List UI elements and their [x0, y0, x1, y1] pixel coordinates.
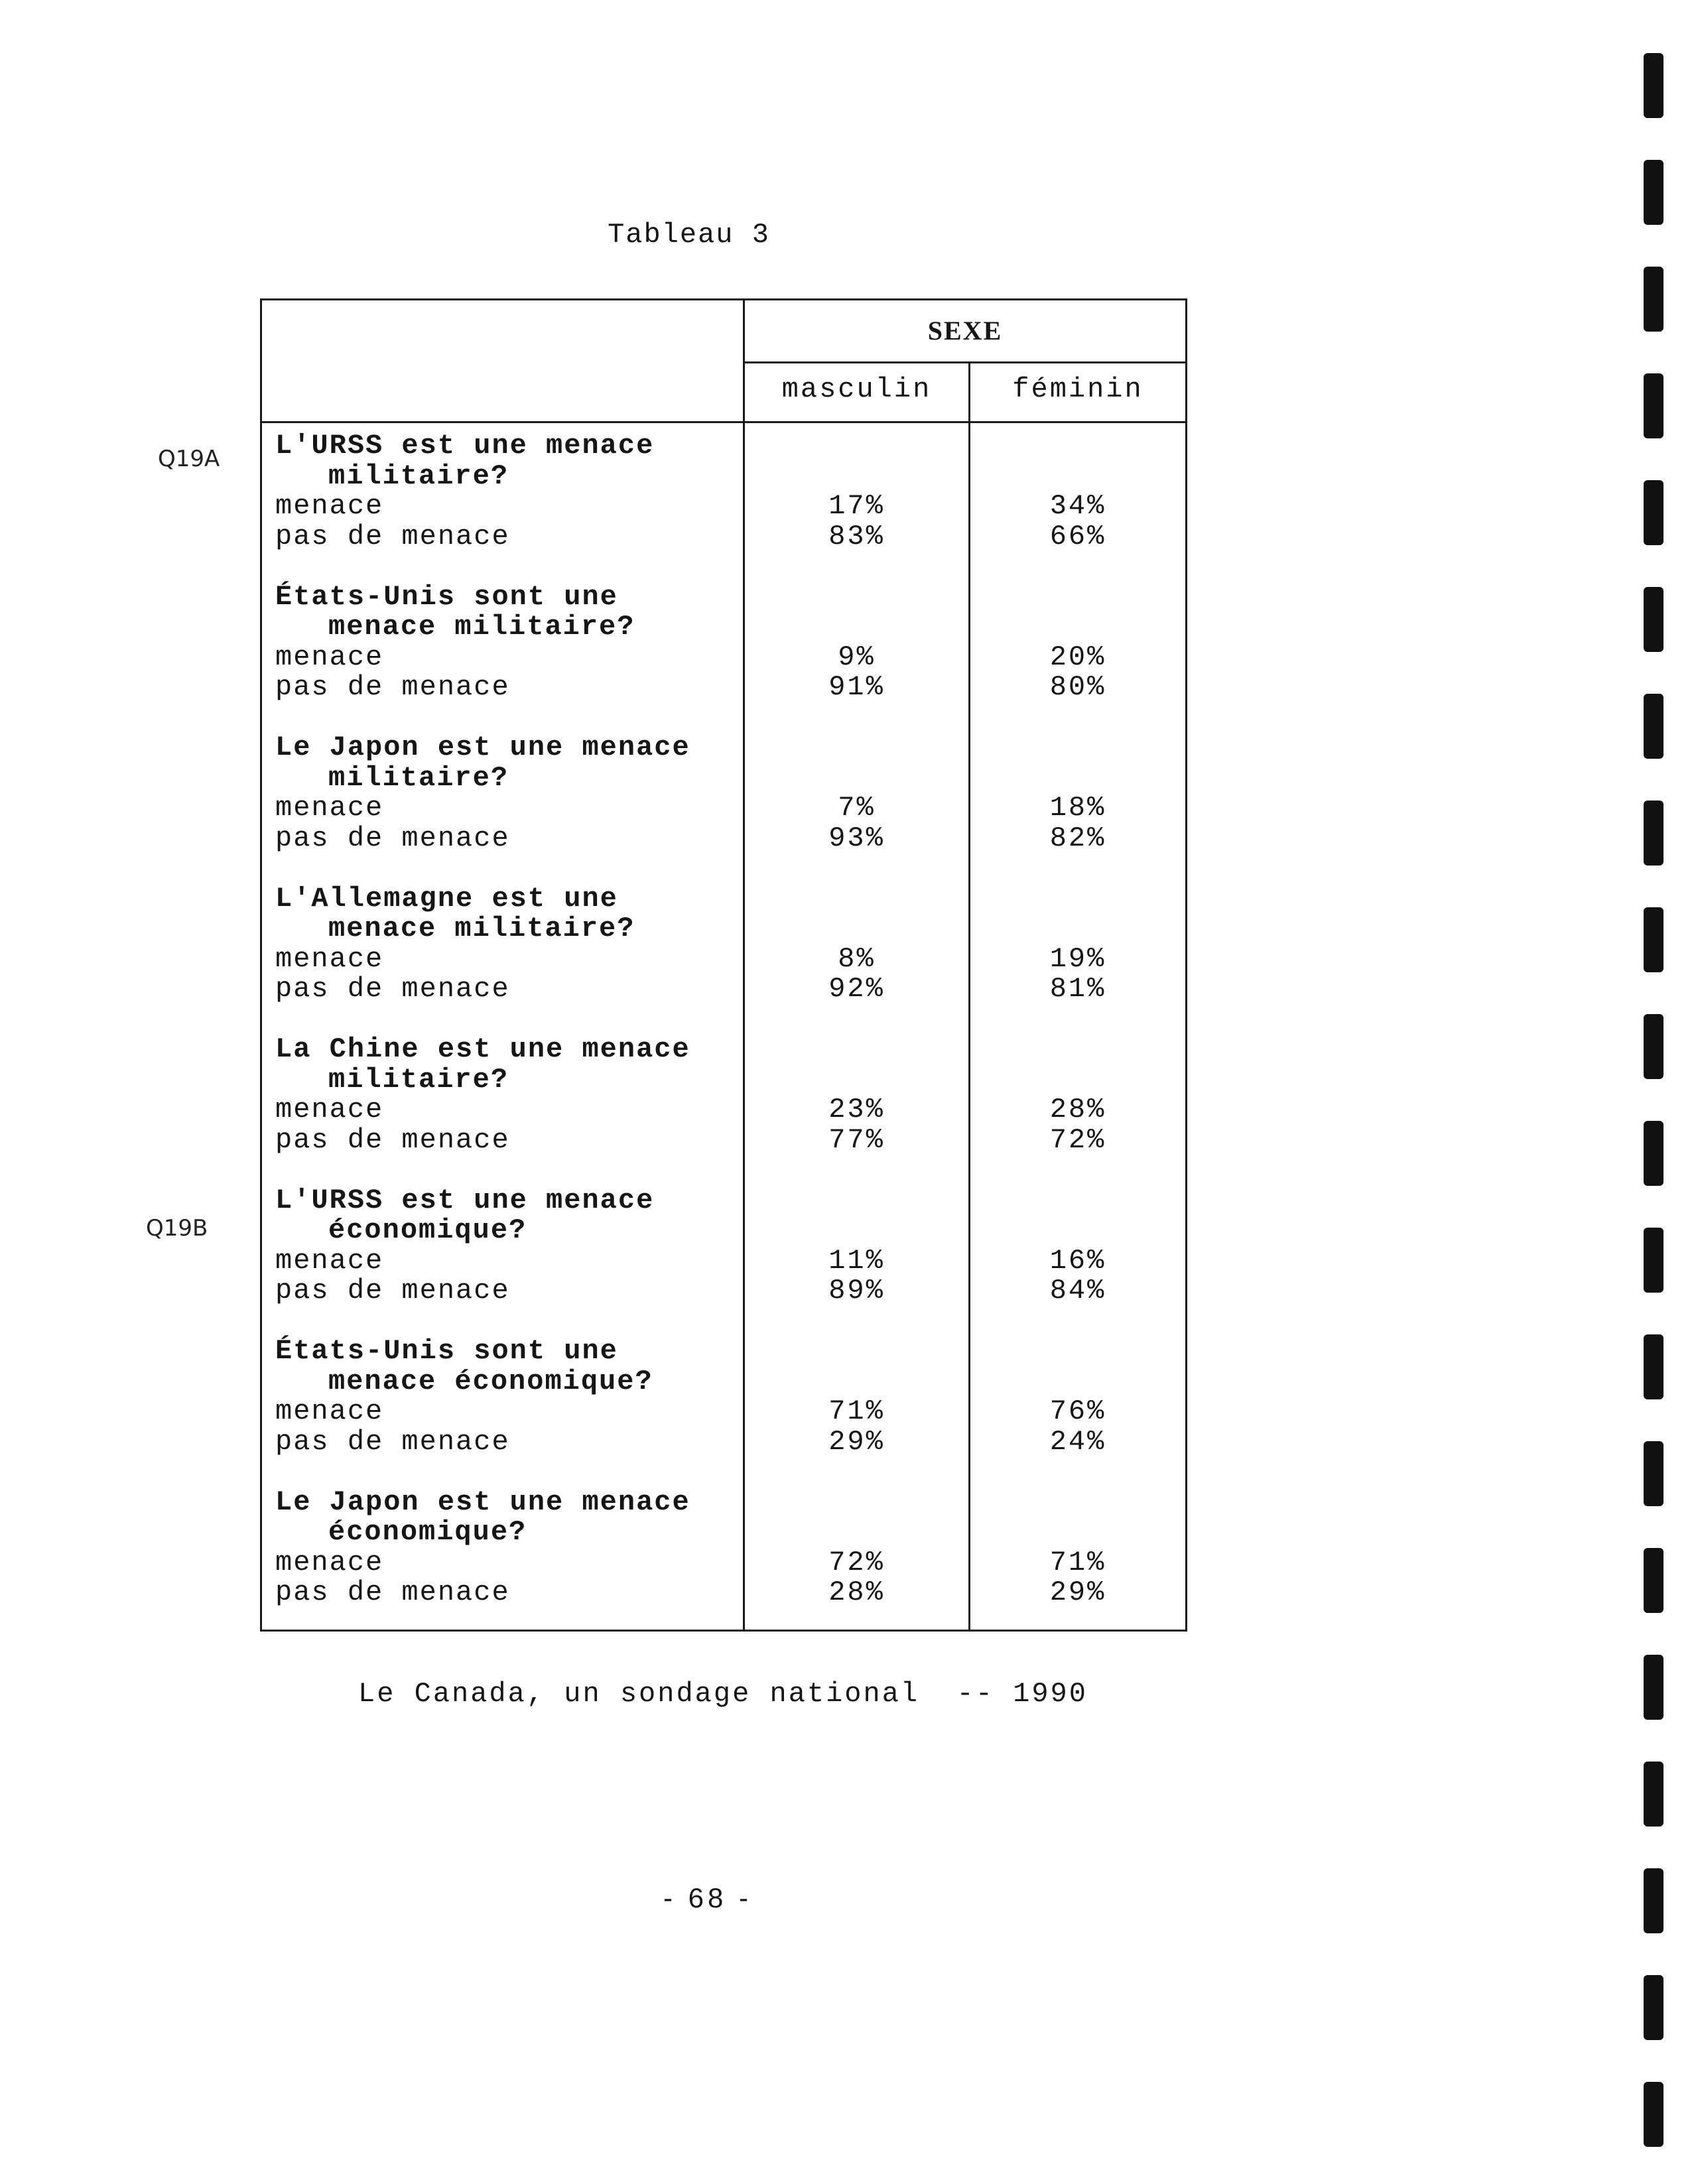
cell-feminin: 29% [1049, 1576, 1106, 1608]
question-line: États-Unis sont une [275, 580, 618, 613]
cell-masculin: 72% [828, 1546, 885, 1578]
cell-feminin: 82% [1049, 822, 1106, 854]
question-code-q19b: Q19B [146, 1215, 208, 1242]
question-line: menace militaire? [328, 913, 635, 944]
table-row [262, 823, 1185, 854]
question-line: Le Japon est une menace [275, 1486, 690, 1518]
question-row [262, 1336, 1185, 1366]
question-line: La Chine est une menace [275, 1033, 690, 1065]
cell-masculin: 77% [828, 1124, 885, 1156]
cell-masculin: 91% [828, 671, 885, 703]
binding-hole [1644, 373, 1663, 438]
binding-hole [1644, 1334, 1663, 1399]
table-row [262, 1577, 1185, 1608]
page-title: Tableau 3 [608, 219, 770, 251]
cell-feminin: 76% [1049, 1395, 1106, 1427]
row-label: pas de menace [275, 1275, 510, 1307]
question-line: Le Japon est une menace [275, 732, 690, 763]
binding-hole [1644, 160, 1663, 225]
cell-feminin: 19% [1049, 942, 1106, 975]
cell-masculin: 11% [828, 1244, 885, 1277]
question-row [262, 1185, 1185, 1216]
row-label: menace [275, 1094, 384, 1125]
question-line: économique? [328, 1214, 527, 1246]
table-row [262, 974, 1185, 1004]
question-row [262, 582, 1185, 612]
row-label: pas de menace [275, 1425, 510, 1458]
binding-hole [1644, 1655, 1663, 1720]
row-label: menace [275, 1395, 384, 1427]
binding-hole [1644, 1975, 1663, 2040]
table-row [262, 1094, 1185, 1125]
question-line: militaire? [328, 1063, 509, 1096]
table-row [262, 1427, 1185, 1457]
question-row [262, 883, 1185, 914]
question-line: L'URSS est une menace [275, 430, 655, 462]
table-row [262, 672, 1185, 702]
binding-hole [1644, 1228, 1663, 1293]
table-row [262, 1396, 1185, 1427]
binding-hole [1644, 907, 1663, 972]
binding-hole [1644, 480, 1663, 545]
binding-hole [1644, 694, 1663, 759]
question-code-q19a: Q19A [158, 446, 220, 472]
header-divider [743, 361, 1185, 363]
row-label: menace [275, 490, 384, 522]
row-label: menace [275, 792, 384, 824]
binding-hole [1644, 1121, 1663, 1186]
page-number: - 68 - [663, 1882, 753, 1913]
cell-feminin: 71% [1049, 1546, 1106, 1578]
question-row [262, 1215, 1185, 1246]
question-row [262, 1034, 1185, 1064]
question-row [262, 430, 1185, 461]
cell-feminin: 28% [1049, 1094, 1106, 1125]
cell-masculin: 29% [828, 1425, 885, 1458]
table-row [262, 944, 1185, 974]
table-row [262, 1125, 1185, 1155]
question-row [262, 913, 1185, 944]
table-row [262, 491, 1185, 521]
binding-hole [1644, 1441, 1663, 1506]
row-label: pas de menace [275, 1576, 510, 1608]
question-row [262, 1517, 1185, 1547]
binding-hole [1644, 587, 1663, 652]
cell-feminin: 72% [1049, 1124, 1106, 1156]
cell-masculin: 8% [838, 942, 876, 975]
question-row [262, 461, 1185, 491]
binding-hole [1644, 1548, 1663, 1613]
cell-feminin: 84% [1049, 1275, 1106, 1307]
column-header-masculin: masculin [781, 373, 932, 405]
cell-masculin: 71% [828, 1395, 885, 1427]
cell-masculin: 93% [828, 822, 885, 854]
cell-feminin: 18% [1049, 792, 1106, 824]
table-row [262, 1275, 1185, 1306]
binding-hole [1644, 801, 1663, 866]
row-label: menace [275, 641, 384, 673]
cell-masculin: 92% [828, 973, 885, 1005]
cell-feminin: 66% [1049, 520, 1106, 552]
binding-hole [1644, 2082, 1663, 2147]
question-line: L'URSS est une menace [275, 1184, 655, 1216]
cell-masculin: 23% [828, 1094, 885, 1125]
question-line: économique? [328, 1516, 527, 1548]
table-row [262, 1246, 1185, 1276]
group-header-sexe: SEXE [927, 316, 1003, 346]
header-divider [262, 421, 1185, 423]
cell-masculin: 28% [828, 1576, 885, 1608]
question-row [262, 611, 1185, 642]
column-header-feminin: féminin [1012, 373, 1143, 405]
question-row [262, 732, 1185, 763]
row-label: pas de menace [275, 973, 510, 1005]
question-line: militaire? [328, 460, 509, 492]
binding-hole [1644, 267, 1663, 332]
table-row [262, 521, 1185, 552]
cell-masculin: 89% [828, 1275, 885, 1307]
cell-masculin: 9% [838, 641, 876, 673]
row-label: pas de menace [275, 671, 510, 703]
row-label: menace [275, 1244, 384, 1277]
caption: Le Canada, un sondage national -- 1990 [358, 1678, 1088, 1710]
question-row [262, 1064, 1185, 1095]
question-line: États-Unis sont une [275, 1335, 618, 1367]
cell-feminin: 20% [1049, 641, 1106, 673]
question-row [262, 763, 1185, 793]
question-row [262, 1487, 1185, 1517]
question-line: L'Allemagne est une [275, 882, 618, 915]
cell-feminin: 34% [1049, 490, 1106, 522]
question-row [262, 1366, 1185, 1397]
row-label: menace [275, 1546, 384, 1578]
cell-feminin: 81% [1049, 973, 1106, 1005]
row-label: pas de menace [275, 520, 510, 552]
row-label: menace [275, 942, 384, 975]
table-row [262, 793, 1185, 823]
row-label: pas de menace [275, 1124, 510, 1156]
row-label: pas de menace [275, 822, 510, 854]
question-line: militaire? [328, 761, 509, 794]
question-line: menace militaire? [328, 611, 635, 643]
cell-masculin: 7% [838, 792, 876, 824]
cell-feminin: 16% [1049, 1244, 1106, 1277]
table-row [262, 642, 1185, 673]
survey-table [260, 298, 1187, 1632]
cell-masculin: 17% [828, 490, 885, 522]
binding-hole [1644, 1014, 1663, 1079]
table-row [262, 1547, 1185, 1578]
cell-feminin: 80% [1049, 671, 1106, 703]
cell-masculin: 83% [828, 520, 885, 552]
binding-hole [1644, 1868, 1663, 1933]
cell-feminin: 24% [1049, 1425, 1106, 1458]
binding-hole [1644, 53, 1663, 118]
binding-hole [1644, 1762, 1663, 1827]
question-line: menace économique? [328, 1365, 653, 1397]
